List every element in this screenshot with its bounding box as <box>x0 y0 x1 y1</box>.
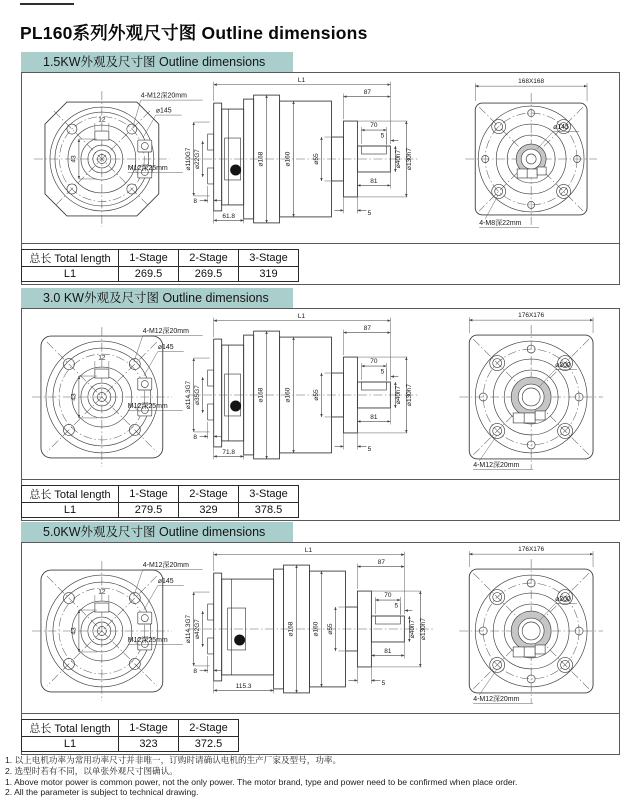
rear-view <box>459 312 603 469</box>
label-pcd: ⌀145 <box>157 578 174 586</box>
label-d130: ⌀130h7 <box>405 384 413 406</box>
label-rear-pcd: ⌀145 <box>553 124 569 132</box>
label-total-length: L1 <box>297 313 306 321</box>
label-d40: ⌀40h7 <box>408 619 416 639</box>
table-cell: 329 <box>179 503 239 518</box>
tap-detail <box>138 140 152 152</box>
table-header-cell: 总长 Total length <box>22 250 119 267</box>
label-d160: ⌀160 <box>284 151 292 167</box>
tap-detail <box>138 378 152 390</box>
outline-drawing-3-0kw <box>22 309 619 479</box>
label-total-length: L1 <box>304 547 313 555</box>
drawing-box <box>21 542 620 755</box>
section-3-0kw <box>21 288 620 521</box>
label-bolt-spec: 4-M12深20mm <box>140 92 187 100</box>
outline-drawing-1-5kw <box>22 73 619 243</box>
footnote-line: 1. Above motor power is common power, not the only power. The motor brand, type and power need to be confirmed when place order. <box>5 776 518 787</box>
label-key-width: 12 <box>98 354 106 362</box>
label-d160: ⌀160 <box>312 621 320 637</box>
table-header-cell: 总长 Total length <box>22 486 119 503</box>
total-length-table <box>21 719 239 752</box>
table-cell: 378.5 <box>239 503 299 518</box>
label-rear-bolt-spec: 4-M12深20mm <box>473 461 520 469</box>
table-cell: L1 <box>22 503 119 518</box>
label-d55: ⌀55 <box>326 623 334 635</box>
label-spigot-dia: ⌀114.3G7 <box>185 614 193 644</box>
label-square-size: 176X176 <box>518 546 545 554</box>
table-header-cell: 1-Stage <box>119 250 179 267</box>
label-d55: ⌀55 <box>313 153 321 165</box>
outline-drawing-5-0kw <box>22 543 619 713</box>
label-center-dim: 43 <box>70 393 78 401</box>
label-d168: ⌀168 <box>257 387 265 403</box>
section-header: 5.0KW外观及尺寸图 Outline dimensions <box>21 522 293 542</box>
label-key-width: 12 <box>98 588 106 596</box>
label-spigot-dia: ⌀114.3G7 <box>185 380 193 410</box>
table-header-cell: 1-Stage <box>119 486 179 503</box>
table-row <box>22 267 299 282</box>
label-bore-dia: ⌀22G7 <box>194 149 202 169</box>
label-pcd: ⌀145 <box>155 107 172 115</box>
table-header-cell: 3-Stage <box>239 250 299 267</box>
keyway <box>95 131 109 140</box>
section-5-0kw <box>21 522 620 755</box>
label-pcd: ⌀145 <box>157 344 174 352</box>
label-bolt-spec: 4-M12深20mm <box>142 328 189 336</box>
label-total-length: L1 <box>297 77 306 85</box>
label-shaft-length: 81 <box>370 177 378 185</box>
table-header-cell: 2-Stage <box>179 486 239 503</box>
table-cell: L1 <box>22 737 119 752</box>
label-key-end: 5 <box>394 602 399 610</box>
label-tap-spec: M12深25mm <box>127 636 168 644</box>
label-spigot-depth: 8 <box>193 667 198 675</box>
label-bolt-spec: 4-M12深20mm <box>142 562 189 570</box>
label-d168: ⌀168 <box>287 621 295 637</box>
side-view <box>185 77 419 223</box>
total-length-table <box>21 249 299 282</box>
table-row <box>22 503 299 518</box>
label-spigot-dia: ⌀110G7 <box>185 147 193 171</box>
label-output-length: 87 <box>377 559 385 567</box>
label-tap-spec: M12深25mm <box>127 402 168 410</box>
label-input-length: 61.8 <box>222 212 235 220</box>
label-d40: ⌀40h7 <box>394 385 402 405</box>
label-center-dim: 43 <box>70 155 78 163</box>
label-rear-pcd: ⌀200 <box>555 362 571 370</box>
label-bore-dia: ⌀42G7 <box>194 619 202 639</box>
label-d160: ⌀160 <box>284 387 292 403</box>
footnote-line: 2. 选型时若有不同，以单张外观尺寸图确认。 <box>5 765 178 776</box>
label-input-length: 115.3 <box>235 682 252 690</box>
footnote-line: 2. All the parameter is subject to technical drawing. <box>5 787 199 798</box>
plug-dot <box>230 164 241 175</box>
plug-dot <box>230 400 241 411</box>
front-view <box>32 327 203 467</box>
keyway <box>95 369 109 378</box>
table-cell: L1 <box>22 267 119 282</box>
table-header-row <box>22 720 239 737</box>
keyway <box>95 603 109 612</box>
label-d130: ⌀130h7 <box>419 618 427 640</box>
table-strip <box>22 243 619 284</box>
front-view <box>34 91 203 227</box>
table-row <box>22 737 239 752</box>
label-d130: ⌀130h7 <box>405 148 413 170</box>
label-key-length: 70 <box>384 592 392 600</box>
table-header-row <box>22 250 299 267</box>
label-key-width: 12 <box>98 116 106 124</box>
label-center-dim: 43 <box>70 627 78 635</box>
footnote-line: 1. 以上电机功率为常用功率尺寸并非唯一，订购时请确认电机的生产厂家及型号，功率。 <box>5 755 342 765</box>
rear-view <box>459 546 603 703</box>
table-header-cell: 2-Stage <box>179 250 239 267</box>
label-square-size: 168X168 <box>518 78 545 86</box>
table-header-row <box>22 486 299 503</box>
keyway <box>375 616 400 624</box>
label-flange-thk: 5 <box>367 445 372 453</box>
table-cell: 269.5 <box>179 267 239 282</box>
label-rear-bolt-spec: 4-M8深22mm <box>479 219 522 227</box>
table-cell: 319 <box>239 267 299 282</box>
label-rear-bolt-spec: 4-M12深20mm <box>473 695 520 703</box>
table-strip <box>22 479 619 520</box>
label-shaft-length: 81 <box>384 647 392 655</box>
side-view <box>185 313 419 459</box>
plug-dot <box>234 634 245 645</box>
drawing-box <box>21 308 620 521</box>
table-header-cell: 总长 Total length <box>22 720 119 737</box>
label-d40: ⌀40h7 <box>394 149 402 169</box>
keyway <box>361 146 386 154</box>
keyway <box>361 382 386 390</box>
label-d55: ⌀55 <box>313 389 321 401</box>
tap-detail <box>138 612 152 624</box>
label-spigot-depth: 8 <box>193 433 198 441</box>
label-d168: ⌀168 <box>257 151 265 167</box>
label-bore-dia: ⌀35G7 <box>194 385 202 405</box>
label-key-end: 5 <box>380 368 385 376</box>
label-input-length: 71.8 <box>222 448 235 456</box>
section-header: 3.0 KW外观及尺寸图 Outline dimensions <box>21 288 293 308</box>
label-output-length: 87 <box>363 89 372 97</box>
table-header-cell: 2-Stage <box>179 720 239 737</box>
table-cell: 323 <box>119 737 179 752</box>
side-view <box>185 547 433 693</box>
label-output-length: 87 <box>363 325 372 333</box>
table-cell: 279.5 <box>119 503 179 518</box>
front-view <box>32 561 203 701</box>
rear-view <box>465 78 597 227</box>
label-key-end: 5 <box>380 132 385 140</box>
table-header-cell: 3-Stage <box>239 486 299 503</box>
section-1-5kw <box>21 52 620 285</box>
table-cell: 269.5 <box>119 267 179 282</box>
label-tap-spec: M12深25mm <box>127 164 168 172</box>
page-title: PL160系列外观尺寸图 Outline dimensions <box>20 23 368 43</box>
table-cell: 372.5 <box>179 737 239 752</box>
table-strip <box>22 713 619 754</box>
label-flange-thk: 5 <box>381 679 386 687</box>
label-rear-pcd: ⌀200 <box>555 596 571 604</box>
page-crop-fragment <box>20 0 74 5</box>
table-header-cell: 1-Stage <box>119 720 179 737</box>
drawing-box <box>21 72 620 285</box>
label-key-length: 70 <box>370 358 378 366</box>
label-square-size: 176X176 <box>518 312 545 320</box>
footnotes <box>5 755 517 798</box>
total-length-table <box>21 485 299 518</box>
section-header: 1.5KW外观及尺寸图 Outline dimensions <box>21 52 293 72</box>
label-flange-thk: 5 <box>367 209 372 217</box>
label-spigot-depth: 8 <box>193 197 198 205</box>
label-key-length: 70 <box>370 122 378 130</box>
label-shaft-length: 81 <box>370 413 378 421</box>
